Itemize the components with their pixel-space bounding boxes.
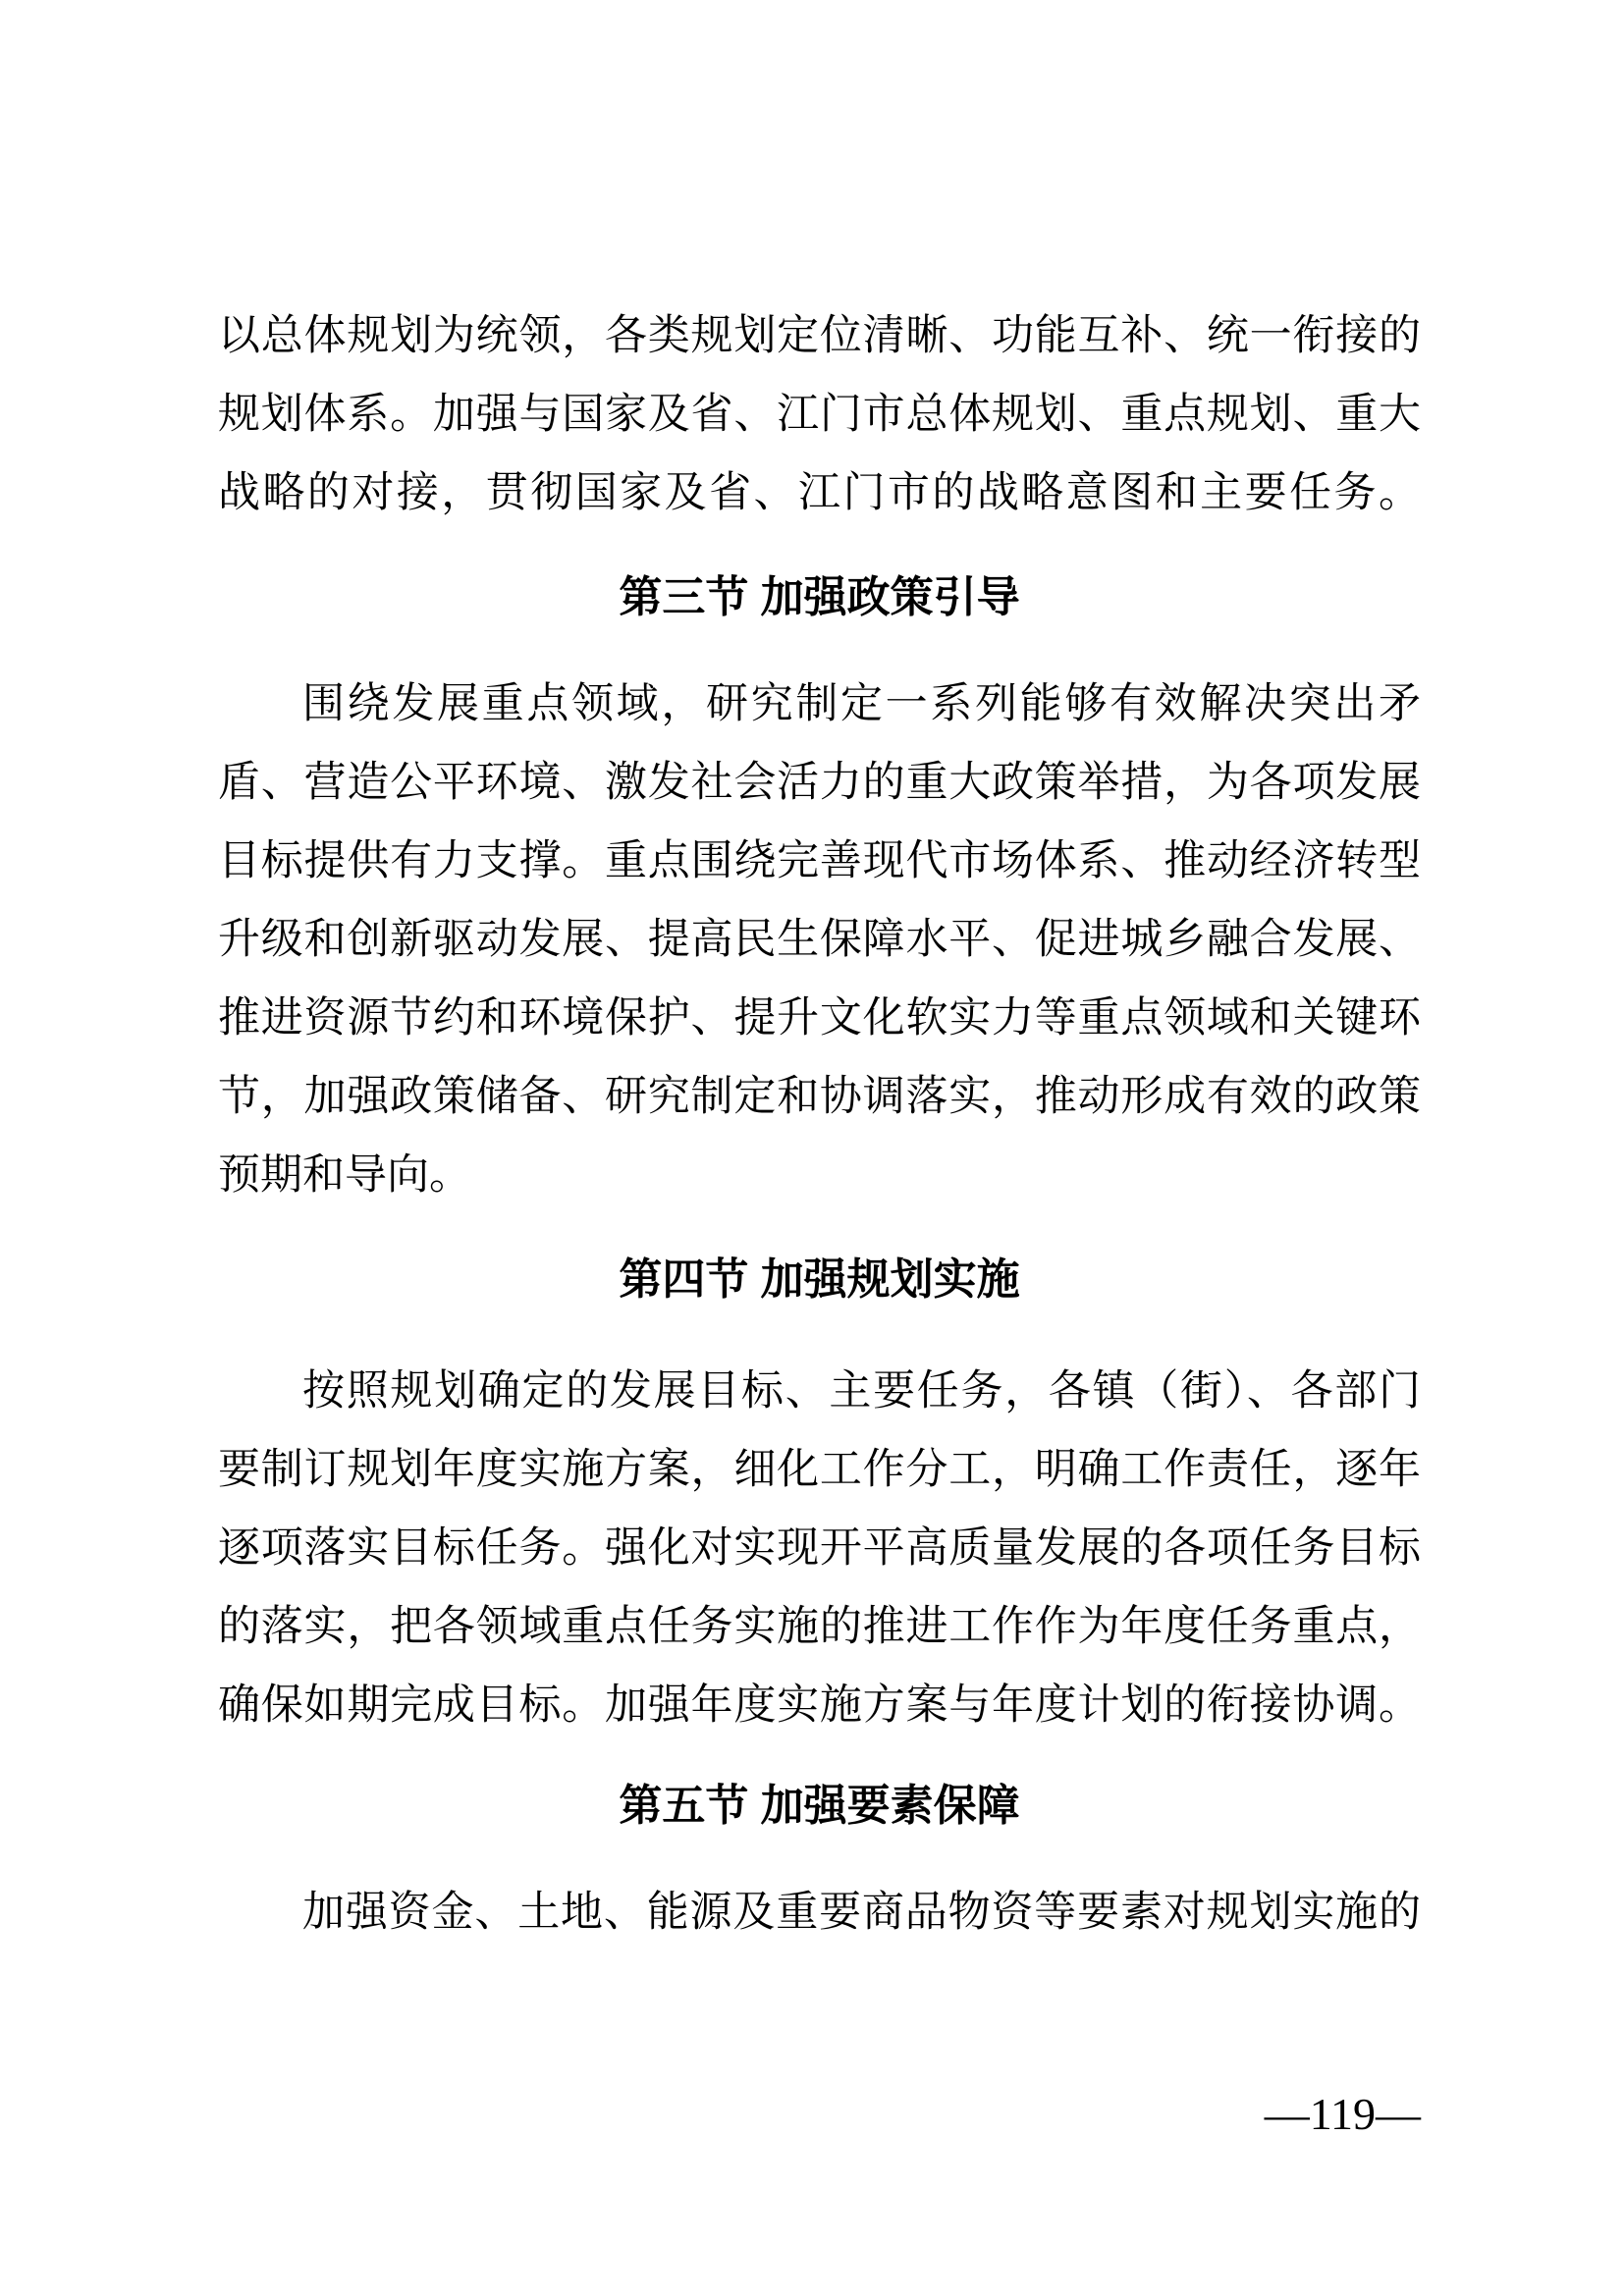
body-line: 加强资金、土地、能源及重要商品物资等要素对规划实施的 — [302, 1890, 1421, 1936]
body-line: 预期和导向。 — [218, 1152, 471, 1199]
body-line: 以总体规划为统领，各类规划定位清晰、功能互补、统一衔接的 — [218, 313, 1421, 359]
body-line: 逐项落实目标任务。强化对实现开平高质量发展的各项任务目标 — [218, 1525, 1421, 1572]
body-line: 盾、营造公平环境、激发社会活力的重大政策举措，为各项发展 — [218, 760, 1421, 806]
body-line: 要制订规划年度实施方案，细化工作分工，明确工作责任，逐年 — [218, 1447, 1421, 1493]
body-line: 战略的对接，贯彻国家及省、江门市的战略意图和主要任务。 — [218, 470, 1421, 516]
paragraph-2 — [218, 666, 1421, 1215]
paragraph-1 — [218, 297, 1421, 533]
body-line: 升级和创新驱动发展、提高民生保障水平、促进城乡融合发展、 — [218, 917, 1421, 963]
section-heading-3: 第三节 加强政策引导 — [619, 573, 1020, 621]
body-line: 节，加强政策储备、研究制定和协调落实，推动形成有效的政策 — [218, 1074, 1421, 1120]
page-number: —119— — [1264, 2089, 1421, 2139]
body-line: 围绕发展重点领域，研究制定一系列能够有效解决突出矛 — [302, 681, 1421, 727]
body-line: 的落实，把各领域重点任务实施的推进工作作为年度任务重点， — [218, 1604, 1421, 1650]
text-block — [218, 0, 1421, 2144]
section-heading-4: 第四节 加强规划实施 — [619, 1255, 1020, 1304]
body-line: 推进资源节约和环境保护、提升文化软实力等重点领域和关键环 — [218, 995, 1421, 1041]
paragraph-4 — [218, 1874, 1421, 1952]
paragraph-3 — [218, 1353, 1421, 1745]
body-line: 规划体系。加强与国家及省、江门市总体规划、重点规划、重大 — [218, 392, 1421, 438]
body-line: 目标提供有力支撑。重点围绕完善现代市场体系、推动经济转型 — [218, 838, 1421, 884]
body-line: 按照规划确定的发展目标、主要任务，各镇（街）、各部门 — [302, 1368, 1421, 1415]
body-line: 确保如期完成目标。加强年度实施方案与年度计划的衔接协调。 — [218, 1682, 1421, 1729]
section-heading-5: 第五节 加强要素保障 — [619, 1782, 1020, 1830]
